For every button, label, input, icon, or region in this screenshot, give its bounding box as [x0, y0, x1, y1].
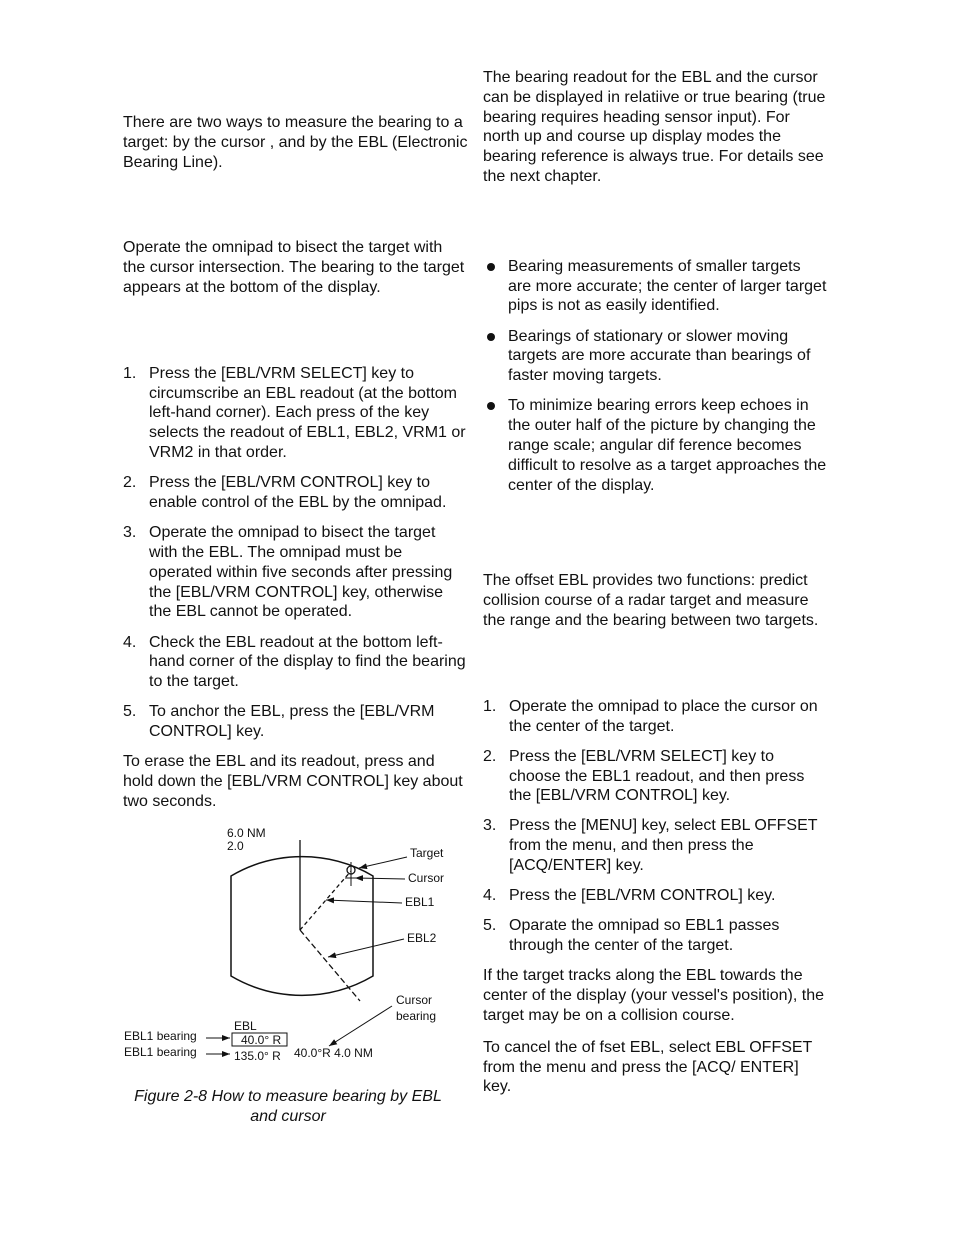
- right-column: [483, 68, 828, 1097]
- target-label: Target: [410, 846, 444, 860]
- ebl1-label: EBL1: [405, 895, 435, 909]
- left-column: [123, 113, 468, 812]
- list-item: To minimize bearing errors keep echoes in the outer half of the picture by changing the range scale; angular dif ference becomes difficult to resolve as a target approaches the center of the display.: [483, 396, 828, 495]
- ebl-readout-label: EBL: [234, 1019, 257, 1033]
- cursor-readout: 40.0°R 4.0 NM: [294, 1046, 373, 1060]
- collision-paragraph: If the target tracks along the EBL towards the center of the display (your vessel's position), the target may be on a collision course.: [483, 967, 824, 1025]
- bullet-icon: [487, 263, 495, 271]
- bullet-icon: [487, 333, 495, 341]
- ring-text: 2.0: [227, 839, 244, 853]
- list-item: 4. Check the EBL readout at the bottom left-hand corner of the display to find the bearing to the target.: [123, 633, 466, 691]
- cursor-bearing-label-1: Cursor: [396, 993, 433, 1007]
- range-text: 6.0 NM: [227, 826, 266, 840]
- cursor-bearing-label-2: bearing: [396, 1009, 437, 1023]
- intro-paragraph: There are two ways to measure the bearing to a target: by the cursor , and by the EBL (Electronic Bearing Line).: [123, 114, 468, 171]
- radar-screen-outline: [231, 857, 373, 996]
- cursor-paragraph: Operate the omnipad to bisect the target with the cursor intersection. The bearing to the target appears at the bottom of the display.: [123, 239, 465, 296]
- list-item: 2. Press the [EBL/VRM SELECT] key to choose the EBL1 readout, and then press the [EBL/VRM CONTROL] key.: [483, 747, 805, 805]
- list-item: 1. Operate the omnipad to place the cursor on the center of the target.: [483, 697, 818, 735]
- ebl2-line: [300, 930, 360, 1001]
- ebl-steps: [123, 364, 468, 742]
- bearing-figure: [123, 826, 468, 1066]
- figure-caption: Figure 2-8 How to measure bearing by EBL and cursor: [134, 1088, 442, 1125]
- offset-steps: [483, 697, 828, 956]
- list-item: 5. To anchor the EBL, press the [EBL/VRM CONTROL] key.: [123, 703, 435, 741]
- bearing-readout-paragraph: The bearing readout for the EBL and the cursor can be displayed in relatiive or true bearing (true bearing requires heading sensor input). For north up and course up display modes the bearing reference is always true. For details see the next chapter.: [483, 69, 826, 185]
- ebl1-readout: 40.0° R: [241, 1033, 282, 1047]
- radar-diagram: [123, 826, 468, 1066]
- erase-paragraph: To erase the EBL and its readout, press and hold down the [EBL/VRM CONTROL] key about two seconds.: [123, 753, 463, 810]
- cursor-label: Cursor: [408, 871, 445, 885]
- list-item: 4. Press the [EBL/VRM CONTROL] key.: [483, 887, 776, 905]
- list-item: Bearing measurements of smaller targets are more accurate; the center of larger target pips is not as easily identified.: [483, 257, 828, 316]
- list-item: 3. Operate the omnipad to bisect the target with the EBL. The omnipad must be operated within five seconds after pressing the [EBL/VRM CONTROL] key, otherwise the EBL cannot be operated.: [123, 524, 453, 621]
- list-item: 1. Press the [EBL/VRM SELECT] key to circumscribe an EBL readout (at the bottom left-hand corner). Each press of the key selects the readout of EBL1, EBL2, VRM1 or VRM2 in that order.: [123, 364, 466, 461]
- accuracy-bullets: [483, 257, 828, 496]
- list-item: Bearings of stationary or slower moving targets are more accurate than bearings of faster moving targets.: [483, 327, 828, 386]
- cancel-paragraph: To cancel the of fset EBL, select EBL OFFSET from the menu and press the [ACQ/ ENTER] key.: [483, 1038, 813, 1096]
- offset-ebl-paragraph: The offset EBL provides two functions: predict collision course of a radar target and measure the range and the bearing between two targets.: [483, 572, 819, 629]
- ebl1-bearing-label-a: EBL1 bearing: [124, 1029, 197, 1043]
- bullet-icon: [487, 402, 495, 410]
- ebl2-label: EBL2: [407, 931, 437, 945]
- ebl1-bearing-label-b: EBL1 bearing: [124, 1045, 197, 1059]
- list-item: 5. Oparate the omnipad so EBL1 passes through the center of the target.: [483, 917, 780, 955]
- list-item: 3. Press the [MENU] key, select EBL OFFSET from the menu, and then press the [ACQ/ENTER] key.: [483, 817, 818, 875]
- ebl2-readout: 135.0° R: [234, 1049, 281, 1063]
- list-item: 2. Press the [EBL/VRM CONTROL] key to enable control of the EBL by the omnipad.: [123, 474, 447, 511]
